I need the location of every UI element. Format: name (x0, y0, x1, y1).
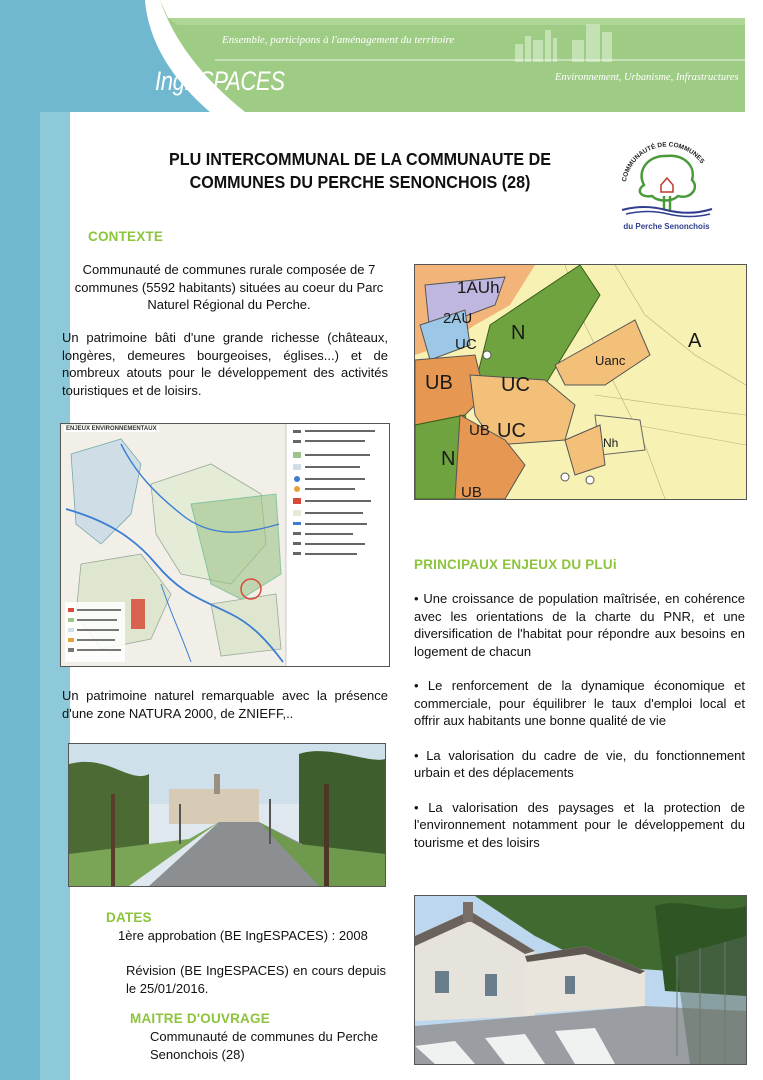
contexte-para-1: Communauté de communes rurale composée de 7 communes (5592 habitants) situées au coeur du Parc Naturel Régional du Perche. (74, 262, 384, 312)
enjeux-item-3: • La valorisation du cadre de vie, du fonctionnement urbain et des déplacements (414, 747, 745, 780)
dates-line-2: Révision (BE IngESPACES) en cours depuis le 25/01/2016. (126, 963, 386, 996)
logo-caption: du Perche Senonchois (623, 222, 710, 231)
environment-map-label: ENJEUX ENVIRONNEMENTAUX (66, 426, 157, 432)
zone-label-a: A (688, 330, 702, 352)
header-subtitle: Environnement, Urbanisme, Infrastructures (555, 72, 739, 83)
environment-map-graphic (61, 424, 389, 666)
environment-map (60, 423, 390, 667)
page-title (130, 148, 590, 194)
zone-label-ub-bottom: UB (461, 484, 482, 499)
header-slogan: Ensemble, participons à l'aménagement du territoire (222, 34, 455, 46)
tree-house-logo (614, 130, 719, 220)
title-line-1: PLU INTERCOMMUNAL DE LA COMMUNAUTE DE (169, 149, 551, 169)
zone-label-uc-mid: UC (501, 374, 530, 396)
zone-label-uc-low: UC (497, 420, 526, 442)
header-banner (0, 0, 763, 112)
zoning-map-graphic (415, 265, 746, 499)
photo-village-street (414, 895, 747, 1065)
contexte-para-2: Un patrimoine bâti d'une grande richesse (châteaux, longères, demeures bourgeoises, églises...) et de nombreux atouts pour le développement des activités touristiques et de loisirs. (62, 330, 388, 398)
contexte-para-3: Un patrimoine naturel remarquable avec la présence d'une zone NATURA 2000, de ZNIEFF,.. (62, 688, 388, 721)
maitre-text: Communauté de communes du Perche Senonchois (28) (150, 1029, 378, 1062)
community-logo (614, 130, 719, 235)
zone-label-n-top: N (511, 322, 526, 344)
dates-line-1: 1ère approbation (BE IngESPACES) : 2008 (118, 928, 368, 943)
zone-label-2au: 2AU (443, 310, 473, 327)
enjeux-item-4: • La valorisation des paysages et la protection de l'environnement notamment pour le développement du tourisme et des loisirs (414, 799, 745, 850)
maitre-heading: MAITRE D'OUVRAGE (130, 1011, 270, 1026)
zone-label-uc-top: UC (455, 336, 477, 353)
photo-tree-lined-avenue (68, 743, 386, 887)
village-photo-graphic (415, 896, 746, 1064)
zone-label-uanc: Uanc (595, 353, 626, 368)
enjeux-list (414, 590, 745, 851)
enjeux-heading: PRINCIPAUX ENJEUX DU PLUi (414, 557, 617, 572)
zone-label-ub-mid: UB (469, 422, 490, 439)
zone-label-nh: Nh (603, 436, 619, 450)
zone-label-n-low: N (441, 448, 456, 470)
logo-arc-text: COMMUNAUTÉ DE COMMUNES (621, 141, 706, 183)
zone-label-1auh: 1AUh (457, 278, 500, 297)
zoning-map (414, 264, 747, 500)
zone-label-ub-left: UB (425, 372, 453, 394)
enjeux-item-2: • Le renforcement de la dynamique économique et commerciale, pour équilibrer le taux d'emploi local et offrir aux habitants une bonne qualité de vie (414, 678, 745, 728)
brand-name: IngESPACES (155, 66, 285, 96)
enjeux-item-1: • Une croissance de population maîtrisée, en cohérence avec les orientations de la charte du PNR, et une diversification de l'habitat pour répondre aux besoins en logement de chacun (414, 591, 745, 659)
dates-heading: DATES (106, 910, 152, 925)
contexte-heading: CONTEXTE (88, 229, 164, 244)
title-line-2: COMMUNES DU PERCHE SENONCHOIS (28) (189, 172, 531, 192)
avenue-photo-graphic (69, 744, 385, 886)
header-graphic (0, 0, 763, 112)
